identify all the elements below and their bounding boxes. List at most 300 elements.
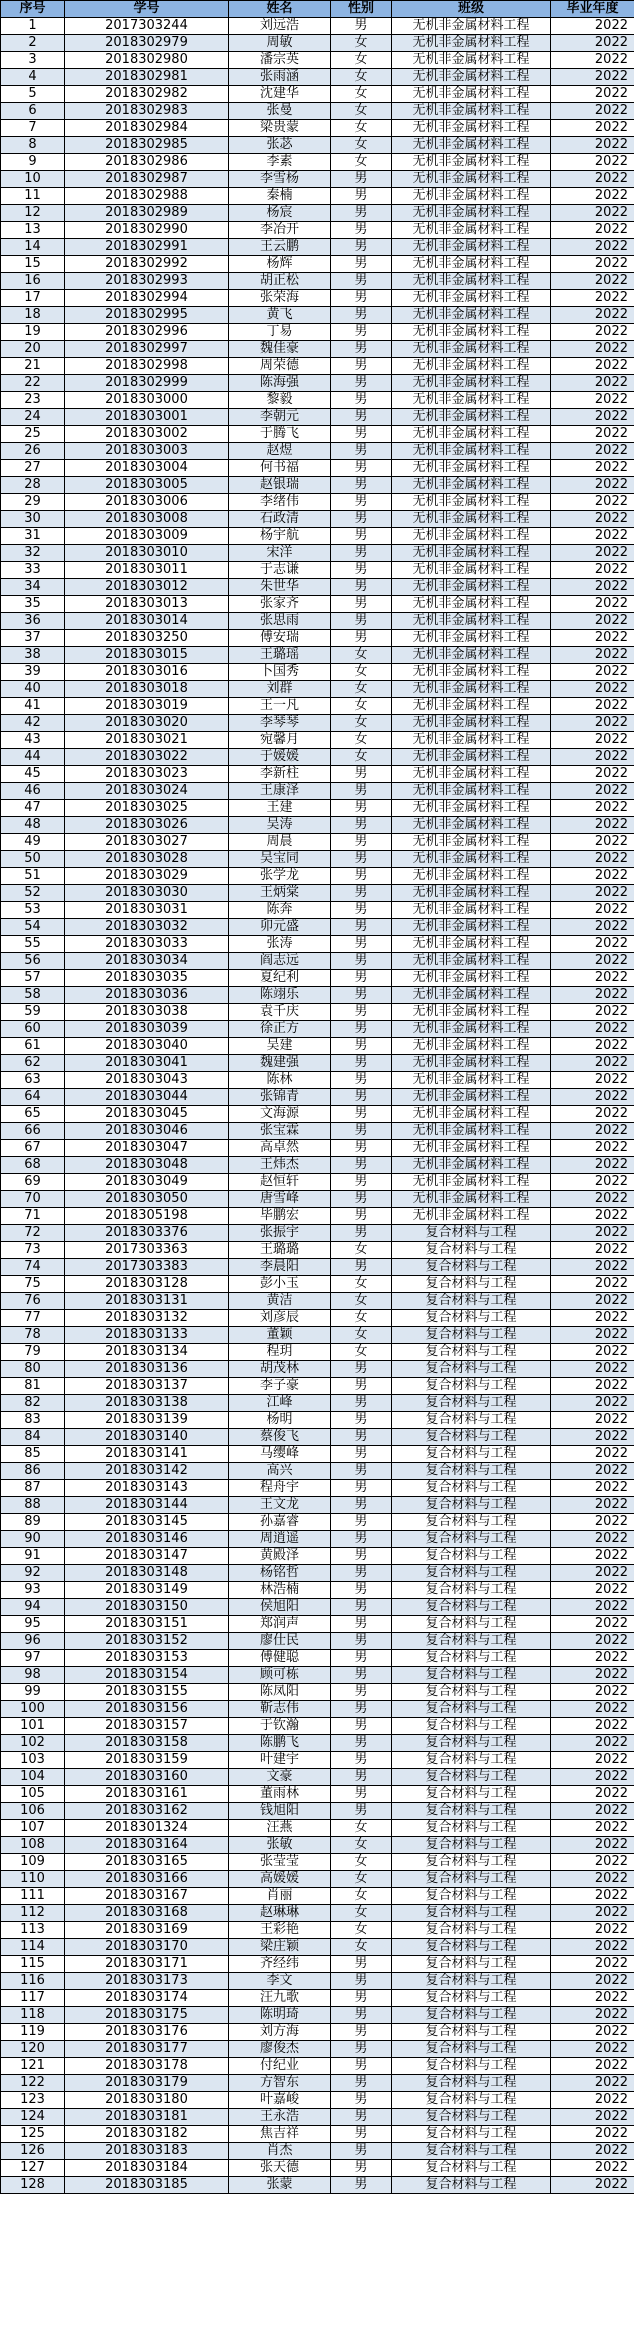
table-row — [1, 1820, 634, 1837]
table-row — [1, 358, 634, 375]
cell-student-id: 2018303024 — [65, 783, 229, 800]
cell-student-id: 2018303026 — [65, 817, 229, 834]
cell-name: 王炜杰 — [229, 1157, 331, 1174]
cell-name: 胡茂林 — [229, 1361, 331, 1378]
cell-name: 李绪伟 — [229, 494, 331, 511]
table-row — [1, 290, 634, 307]
cell-student-id: 2018303004 — [65, 460, 229, 477]
cell-student-id: 2018303034 — [65, 953, 229, 970]
cell-student-id: 2018303183 — [65, 2143, 229, 2160]
cell-graduation-year: 2022 — [551, 868, 634, 885]
cell-seq: 20 — [1, 341, 65, 358]
cell-class: 复合材料与工程 — [392, 1514, 551, 1531]
cell-student-id: 2018303144 — [65, 1497, 229, 1514]
table-row — [1, 341, 634, 358]
cell-graduation-year: 2022 — [551, 1837, 634, 1854]
cell-name: 李晨阳 — [229, 1259, 331, 1276]
cell-seq: 11 — [1, 188, 65, 205]
cell-seq: 48 — [1, 817, 65, 834]
cell-graduation-year: 2022 — [551, 52, 634, 69]
cell-seq: 1 — [1, 18, 65, 35]
cell-student-id: 2018303182 — [65, 2126, 229, 2143]
cell-name: 朱世华 — [229, 579, 331, 596]
table-row — [1, 1310, 634, 1327]
cell-student-id: 2018303036 — [65, 987, 229, 1004]
cell-class: 无机非金属材料工程 — [392, 358, 551, 375]
cell-class: 复合材料与工程 — [392, 1582, 551, 1599]
table-row — [1, 1599, 634, 1616]
cell-gender: 男 — [331, 987, 392, 1004]
cell-graduation-year: 2022 — [551, 1514, 634, 1531]
cell-gender: 男 — [331, 171, 392, 188]
cell-class: 无机非金属材料工程 — [392, 1157, 551, 1174]
cell-seq: 89 — [1, 1514, 65, 1531]
cell-student-id: 2018303140 — [65, 1429, 229, 1446]
cell-seq: 55 — [1, 936, 65, 953]
cell-class: 复合材料与工程 — [392, 1565, 551, 1582]
cell-gender: 男 — [331, 273, 392, 290]
cell-name: 蔡俊飞 — [229, 1429, 331, 1446]
cell-gender: 男 — [331, 1684, 392, 1701]
cell-name: 陈翊乐 — [229, 987, 331, 1004]
cell-class: 无机非金属材料工程 — [392, 477, 551, 494]
cell-name: 张荣海 — [229, 290, 331, 307]
cell-class: 无机非金属材料工程 — [392, 494, 551, 511]
cell-name: 唐雪峰 — [229, 1191, 331, 1208]
table-row — [1, 1684, 634, 1701]
cell-graduation-year: 2022 — [551, 443, 634, 460]
cell-gender: 男 — [331, 1565, 392, 1582]
cell-student-id: 2018302980 — [65, 52, 229, 69]
cell-name: 林浩楠 — [229, 1582, 331, 1599]
table-row — [1, 902, 634, 919]
cell-student-id: 2018302983 — [65, 103, 229, 120]
cell-graduation-year: 2022 — [551, 1072, 634, 1089]
cell-class: 无机非金属材料工程 — [392, 1072, 551, 1089]
table-row — [1, 1395, 634, 1412]
cell-class: 无机非金属材料工程 — [392, 1106, 551, 1123]
cell-name: 于志谦 — [229, 562, 331, 579]
cell-name: 陈海强 — [229, 375, 331, 392]
cell-class: 复合材料与工程 — [392, 2143, 551, 2160]
cell-class: 复合材料与工程 — [392, 1463, 551, 1480]
cell-graduation-year: 2022 — [551, 664, 634, 681]
cell-graduation-year: 2022 — [551, 1905, 634, 1922]
cell-class: 无机非金属材料工程 — [392, 290, 551, 307]
cell-student-id: 2018303001 — [65, 409, 229, 426]
cell-seq: 124 — [1, 2109, 65, 2126]
cell-seq: 12 — [1, 205, 65, 222]
table-row — [1, 2143, 634, 2160]
cell-graduation-year: 2022 — [551, 324, 634, 341]
cell-seq: 118 — [1, 2007, 65, 2024]
cell-gender: 男 — [331, 1157, 392, 1174]
cell-student-id: 2018303045 — [65, 1106, 229, 1123]
table-row — [1, 1361, 634, 1378]
cell-class: 复合材料与工程 — [392, 1752, 551, 1769]
cell-seq: 98 — [1, 1667, 65, 1684]
cell-gender: 女 — [331, 1837, 392, 1854]
cell-graduation-year: 2022 — [551, 1480, 634, 1497]
cell-gender: 男 — [331, 477, 392, 494]
cell-seq: 36 — [1, 613, 65, 630]
cell-student-id: 2018303171 — [65, 1956, 229, 1973]
cell-graduation-year: 2022 — [551, 477, 634, 494]
cell-student-id: 2018303134 — [65, 1344, 229, 1361]
cell-class: 无机非金属材料工程 — [392, 1140, 551, 1157]
table-row — [1, 1429, 634, 1446]
cell-graduation-year: 2022 — [551, 171, 634, 188]
cell-gender: 女 — [331, 154, 392, 171]
cell-student-id: 2018303145 — [65, 1514, 229, 1531]
cell-student-id: 2018303021 — [65, 732, 229, 749]
table-row — [1, 919, 634, 936]
cell-student-id: 2018301324 — [65, 1820, 229, 1837]
cell-gender: 男 — [331, 970, 392, 987]
cell-name: 马缨峰 — [229, 1446, 331, 1463]
cell-name: 叶建宇 — [229, 1752, 331, 1769]
cell-name: 赵恒轩 — [229, 1174, 331, 1191]
cell-name: 王康泽 — [229, 783, 331, 800]
cell-gender: 男 — [331, 239, 392, 256]
table-row — [1, 1752, 634, 1769]
cell-name: 高卓然 — [229, 1140, 331, 1157]
cell-name: 卯元盛 — [229, 919, 331, 936]
cell-class: 复合材料与工程 — [392, 1599, 551, 1616]
cell-seq: 97 — [1, 1650, 65, 1667]
cell-seq: 32 — [1, 545, 65, 562]
cell-class: 复合材料与工程 — [392, 1361, 551, 1378]
cell-class: 无机非金属材料工程 — [392, 52, 551, 69]
cell-student-id: 2018303010 — [65, 545, 229, 562]
cell-class: 无机非金属材料工程 — [392, 749, 551, 766]
cell-name: 宛馨月 — [229, 732, 331, 749]
cell-class: 无机非金属材料工程 — [392, 392, 551, 409]
cell-graduation-year: 2022 — [551, 1684, 634, 1701]
cell-graduation-year: 2022 — [551, 1157, 634, 1174]
cell-graduation-year: 2022 — [551, 2177, 634, 2194]
cell-gender: 女 — [331, 681, 392, 698]
cell-student-id: 2018303147 — [65, 1548, 229, 1565]
cell-student-id: 2018303146 — [65, 1531, 229, 1548]
header-student-id: 学号 — [65, 1, 229, 18]
cell-student-id: 2018303043 — [65, 1072, 229, 1089]
cell-student-id: 2018303137 — [65, 1378, 229, 1395]
cell-student-id: 2018303178 — [65, 2058, 229, 2075]
table-row — [1, 647, 634, 664]
table-row — [1, 1548, 634, 1565]
cell-name: 周逍遥 — [229, 1531, 331, 1548]
cell-student-id: 2018303008 — [65, 511, 229, 528]
cell-gender: 男 — [331, 256, 392, 273]
cell-student-id: 2018302991 — [65, 239, 229, 256]
cell-seq: 127 — [1, 2160, 65, 2177]
cell-graduation-year: 2022 — [551, 494, 634, 511]
cell-gender: 男 — [331, 1412, 392, 1429]
cell-class: 无机非金属材料工程 — [392, 664, 551, 681]
cell-student-id: 2018303250 — [65, 630, 229, 647]
table-row — [1, 1174, 634, 1191]
table-row — [1, 2075, 634, 2092]
cell-name: 周晨 — [229, 834, 331, 851]
cell-seq: 13 — [1, 222, 65, 239]
cell-student-id: 2018303015 — [65, 647, 229, 664]
table-row — [1, 800, 634, 817]
cell-class: 复合材料与工程 — [392, 1854, 551, 1871]
cell-student-id: 2018303148 — [65, 1565, 229, 1582]
cell-graduation-year: 2022 — [551, 1956, 634, 1973]
cell-graduation-year: 2022 — [551, 1361, 634, 1378]
cell-gender: 男 — [331, 1463, 392, 1480]
cell-graduation-year: 2022 — [551, 2092, 634, 2109]
cell-class: 复合材料与工程 — [392, 2007, 551, 2024]
table-row — [1, 239, 634, 256]
cell-name: 王璐瑶 — [229, 647, 331, 664]
cell-student-id: 2018303022 — [65, 749, 229, 766]
cell-class: 复合材料与工程 — [392, 1888, 551, 1905]
table-row — [1, 1769, 634, 1786]
table-row — [1, 188, 634, 205]
cell-name: 付纪业 — [229, 2058, 331, 2075]
cell-class: 无机非金属材料工程 — [392, 1174, 551, 1191]
table-row — [1, 1888, 634, 1905]
cell-name: 王璐璐 — [229, 1242, 331, 1259]
cell-graduation-year: 2022 — [551, 188, 634, 205]
cell-gender: 男 — [331, 1667, 392, 1684]
cell-seq: 56 — [1, 953, 65, 970]
cell-graduation-year: 2022 — [551, 1242, 634, 1259]
cell-seq: 58 — [1, 987, 65, 1004]
cell-class: 复合材料与工程 — [392, 1344, 551, 1361]
cell-student-id: 2018303166 — [65, 1871, 229, 1888]
cell-class: 复合材料与工程 — [392, 1650, 551, 1667]
cell-name: 肖杰 — [229, 2143, 331, 2160]
cell-graduation-year: 2022 — [551, 1310, 634, 1327]
cell-gender: 男 — [331, 2092, 392, 2109]
cell-gender: 男 — [331, 1055, 392, 1072]
cell-name: 陈林 — [229, 1072, 331, 1089]
cell-name: 陈明琦 — [229, 2007, 331, 2024]
cell-student-id: 2018303018 — [65, 681, 229, 698]
cell-graduation-year: 2022 — [551, 1922, 634, 1939]
cell-gender: 男 — [331, 392, 392, 409]
cell-student-id: 2018302990 — [65, 222, 229, 239]
cell-gender: 男 — [331, 1038, 392, 1055]
cell-gender: 女 — [331, 1242, 392, 1259]
cell-seq: 50 — [1, 851, 65, 868]
cell-class: 无机非金属材料工程 — [392, 239, 551, 256]
cell-gender: 男 — [331, 1174, 392, 1191]
cell-class: 无机非金属材料工程 — [392, 800, 551, 817]
cell-student-id: 2018303048 — [65, 1157, 229, 1174]
cell-name: 王云鹏 — [229, 239, 331, 256]
cell-seq: 100 — [1, 1701, 65, 1718]
cell-class: 复合材料与工程 — [392, 1225, 551, 1242]
cell-student-id: 2018303159 — [65, 1752, 229, 1769]
cell-seq: 84 — [1, 1429, 65, 1446]
cell-gender: 男 — [331, 1633, 392, 1650]
cell-graduation-year: 2022 — [551, 2007, 634, 2024]
table-row — [1, 2058, 634, 2075]
cell-class: 无机非金属材料工程 — [392, 919, 551, 936]
table-row — [1, 1565, 634, 1582]
cell-class: 复合材料与工程 — [392, 1973, 551, 1990]
cell-graduation-year: 2022 — [551, 1888, 634, 1905]
cell-name: 陈鹏飞 — [229, 1735, 331, 1752]
cell-gender: 男 — [331, 1395, 392, 1412]
table-row — [1, 817, 634, 834]
table-row — [1, 52, 634, 69]
cell-seq: 76 — [1, 1293, 65, 1310]
cell-class: 无机非金属材料工程 — [392, 171, 551, 188]
cell-seq: 21 — [1, 358, 65, 375]
cell-name: 高媛媛 — [229, 1871, 331, 1888]
table-row — [1, 273, 634, 290]
cell-student-id: 2018303133 — [65, 1327, 229, 1344]
cell-name: 黄洁 — [229, 1293, 331, 1310]
cell-name: 江峰 — [229, 1395, 331, 1412]
table-row — [1, 392, 634, 409]
cell-class: 无机非金属材料工程 — [392, 205, 551, 222]
cell-name: 廖俊杰 — [229, 2041, 331, 2058]
cell-graduation-year: 2022 — [551, 1463, 634, 1480]
table-row — [1, 1344, 634, 1361]
cell-graduation-year: 2022 — [551, 1701, 634, 1718]
table-row — [1, 1157, 634, 1174]
cell-graduation-year: 2022 — [551, 1854, 634, 1871]
cell-student-id: 2018302982 — [65, 86, 229, 103]
cell-gender: 男 — [331, 766, 392, 783]
cell-class: 复合材料与工程 — [392, 1786, 551, 1803]
table-row — [1, 1446, 634, 1463]
cell-gender: 男 — [331, 494, 392, 511]
cell-seq: 42 — [1, 715, 65, 732]
cell-name: 文海源 — [229, 1106, 331, 1123]
cell-seq: 70 — [1, 1191, 65, 1208]
cell-seq: 102 — [1, 1735, 65, 1752]
cell-graduation-year: 2022 — [551, 1497, 634, 1514]
cell-seq: 104 — [1, 1769, 65, 1786]
cell-graduation-year: 2022 — [551, 1446, 634, 1463]
cell-class: 无机非金属材料工程 — [392, 987, 551, 1004]
cell-name: 周荣德 — [229, 358, 331, 375]
cell-graduation-year: 2022 — [551, 630, 634, 647]
cell-gender: 男 — [331, 885, 392, 902]
cell-name: 杨宇航 — [229, 528, 331, 545]
cell-class: 无机非金属材料工程 — [392, 341, 551, 358]
cell-gender: 男 — [331, 851, 392, 868]
cell-class: 复合材料与工程 — [392, 1276, 551, 1293]
cell-gender: 男 — [331, 1225, 392, 1242]
table-row — [1, 477, 634, 494]
cell-student-id: 2018303160 — [65, 1769, 229, 1786]
cell-class: 无机非金属材料工程 — [392, 69, 551, 86]
cell-student-id: 2018303013 — [65, 596, 229, 613]
cell-student-id: 2018302988 — [65, 188, 229, 205]
table-row — [1, 307, 634, 324]
cell-seq: 51 — [1, 868, 65, 885]
cell-seq: 6 — [1, 103, 65, 120]
cell-class: 无机非金属材料工程 — [392, 103, 551, 120]
cell-class: 无机非金属材料工程 — [392, 1055, 551, 1072]
table-row — [1, 426, 634, 443]
cell-name: 王彩艳 — [229, 1922, 331, 1939]
cell-name: 彭小玉 — [229, 1276, 331, 1293]
cell-graduation-year: 2022 — [551, 120, 634, 137]
table-row — [1, 834, 634, 851]
cell-class: 复合材料与工程 — [392, 1769, 551, 1786]
cell-seq: 35 — [1, 596, 65, 613]
cell-name: 杨辉 — [229, 256, 331, 273]
table-row — [1, 1412, 634, 1429]
cell-graduation-year: 2022 — [551, 358, 634, 375]
cell-gender: 女 — [331, 69, 392, 86]
cell-student-id: 2018303044 — [65, 1089, 229, 1106]
cell-student-id: 2018303176 — [65, 2024, 229, 2041]
table-row — [1, 1140, 634, 1157]
cell-gender: 男 — [331, 375, 392, 392]
cell-name: 李朝元 — [229, 409, 331, 426]
cell-name: 李子豪 — [229, 1378, 331, 1395]
cell-name: 汪九歌 — [229, 1990, 331, 2007]
table-row — [1, 1837, 634, 1854]
cell-seq: 66 — [1, 1123, 65, 1140]
cell-graduation-year: 2022 — [551, 1803, 634, 1820]
cell-graduation-year: 2022 — [551, 392, 634, 409]
cell-student-id: 2018303165 — [65, 1854, 229, 1871]
cell-class: 复合材料与工程 — [392, 1395, 551, 1412]
cell-graduation-year: 2022 — [551, 1769, 634, 1786]
cell-class: 无机非金属材料工程 — [392, 732, 551, 749]
cell-gender: 女 — [331, 1854, 392, 1871]
cell-student-id: 2018302996 — [65, 324, 229, 341]
table-row — [1, 86, 634, 103]
cell-graduation-year: 2022 — [551, 749, 634, 766]
cell-gender: 男 — [331, 1650, 392, 1667]
table-row — [1, 1650, 634, 1667]
cell-gender: 男 — [331, 1259, 392, 1276]
table-row — [1, 35, 634, 52]
cell-class: 无机非金属材料工程 — [392, 970, 551, 987]
table-row — [1, 1463, 634, 1480]
cell-gender: 男 — [331, 2007, 392, 2024]
cell-name: 张天德 — [229, 2160, 331, 2177]
table-row — [1, 1905, 634, 1922]
cell-class: 复合材料与工程 — [392, 1803, 551, 1820]
cell-class: 无机非金属材料工程 — [392, 1004, 551, 1021]
table-row — [1, 256, 634, 273]
cell-student-id: 2018303046 — [65, 1123, 229, 1140]
table-row — [1, 1667, 634, 1684]
cell-class: 复合材料与工程 — [392, 1497, 551, 1514]
cell-gender: 男 — [331, 2160, 392, 2177]
cell-name: 王建 — [229, 800, 331, 817]
cell-name: 张宝霖 — [229, 1123, 331, 1140]
table-row — [1, 783, 634, 800]
cell-graduation-year: 2022 — [551, 205, 634, 222]
cell-seq: 117 — [1, 1990, 65, 2007]
cell-class: 无机非金属材料工程 — [392, 188, 551, 205]
cell-gender: 男 — [331, 2143, 392, 2160]
cell-seq: 3 — [1, 52, 65, 69]
table-row — [1, 528, 634, 545]
cell-gender: 男 — [331, 2075, 392, 2092]
cell-graduation-year: 2022 — [551, 460, 634, 477]
cell-graduation-year: 2022 — [551, 1548, 634, 1565]
cell-student-id: 2018303038 — [65, 1004, 229, 1021]
cell-student-id: 2018303131 — [65, 1293, 229, 1310]
cell-seq: 34 — [1, 579, 65, 596]
